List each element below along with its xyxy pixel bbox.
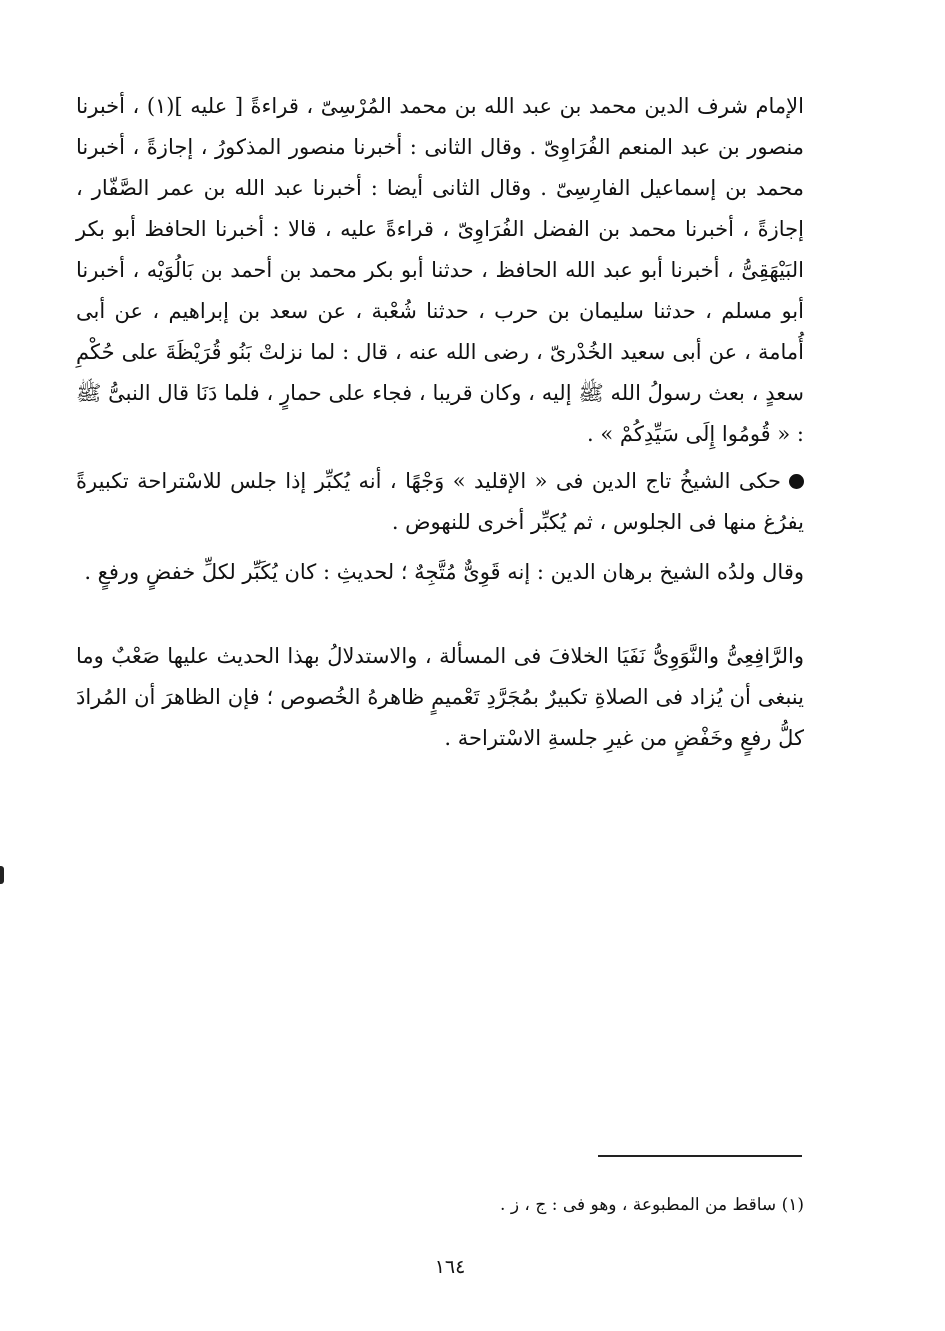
body-paragraph-2: [76, 461, 804, 543]
paragraph-text: حكى الشيخُ تاج الدين فى « الإقليد » وَجْهًا ، أنه يُكبِّر إذا جلس للاسْتراحة تكبيرةً يفرُغ منها فى الجلوس ، ثم يُكبِّر أخرى للنهوض .: [76, 469, 804, 534]
bullet-dot-icon: [789, 474, 804, 489]
paragraph-text: وقال ولدُه الشيخ برهان الدين : إنه قَوِىٌّ مُتَّجِهٌ ؛ لحديثِ : كان يُكَبِّر لكلِّ خفضٍ ورفعٍ .: [84, 560, 804, 584]
footnote: (١) ساقط من المطبوعة ، وهو فى : ج ، ز .: [500, 1195, 804, 1215]
paragraph-text: الإمام شرف الدين محمد بن عبد الله بن محمد المُرْسِىّ ، قراءةً [ عليه ](١) ، أخبرنا منصور بن عبد المنعم الفُرَاوِىّ . وقال الثانى : أخبرنا منصور المذكورُ ، إجازةً ، أخبرنا محمد بن إسماعيل الفارِسِىّ . وقال الثانى أيضا : أخبرنا عبد الله بن عمر الصَّفّار ، إجازةً ، أخبرنا محمد بن الفضل الفُرَاوِىّ ، قراءةً عليه ، قالا : أخبرنا الحافظ أبو بكر البَيْهَقِىُّ ، أخبرنا أبو عبد الله الحافظ ، حدثنا أبو بكر محمد بن أحمد بن بَالُوَيْه ، أخبرنا أبو مسلم ، حدثنا سليمان بن حرب ، حدثنا شُعْبة ، عن سعد بن إبراهيم ، عن أبى أُمامة ، عن أبى سعيد الخُدْرىّ ، رضى الله عنه ، قال : لما نزلتْ بَنُو قُرَيْظَةَ على حُكْمِ سعدٍ ، بعث رسولُ الله ﷺ إليه ، وكان قريبا ، فجاء على حمارٍ ، فلما دَنَا قال النبىُّ ﷺ : « قُومُوا إِلَى سَيِّدِكُمْ » .: [76, 94, 804, 446]
page-number: ١٦٤: [434, 1256, 466, 1278]
paragraph-text: والرَّافِعِىُّ والنَّوَوِىُّ نَفَيَا الخلافَ فى المسألة ، والاستدلالُ بهذا الحديث عليها صَعْبٌ وما ينبغى أن يُزاد فى الصلاةِ تكبيرٌ بمُجَرَّدِ تَعْميمٍ ظاهرهُ الخُصوص ؛ فإن الظاهرَ أن المُرادَ كلُّ رفعٍ وخَفْضٍ من غيرِ جلسةِ الاسْتراحة .: [76, 644, 804, 750]
scan-edge-mark: [0, 866, 4, 884]
body-paragraph-1: [76, 86, 804, 455]
body-paragraph-4: [76, 636, 804, 759]
body-paragraph-3: [76, 552, 804, 593]
footnote-divider: [598, 1155, 802, 1157]
